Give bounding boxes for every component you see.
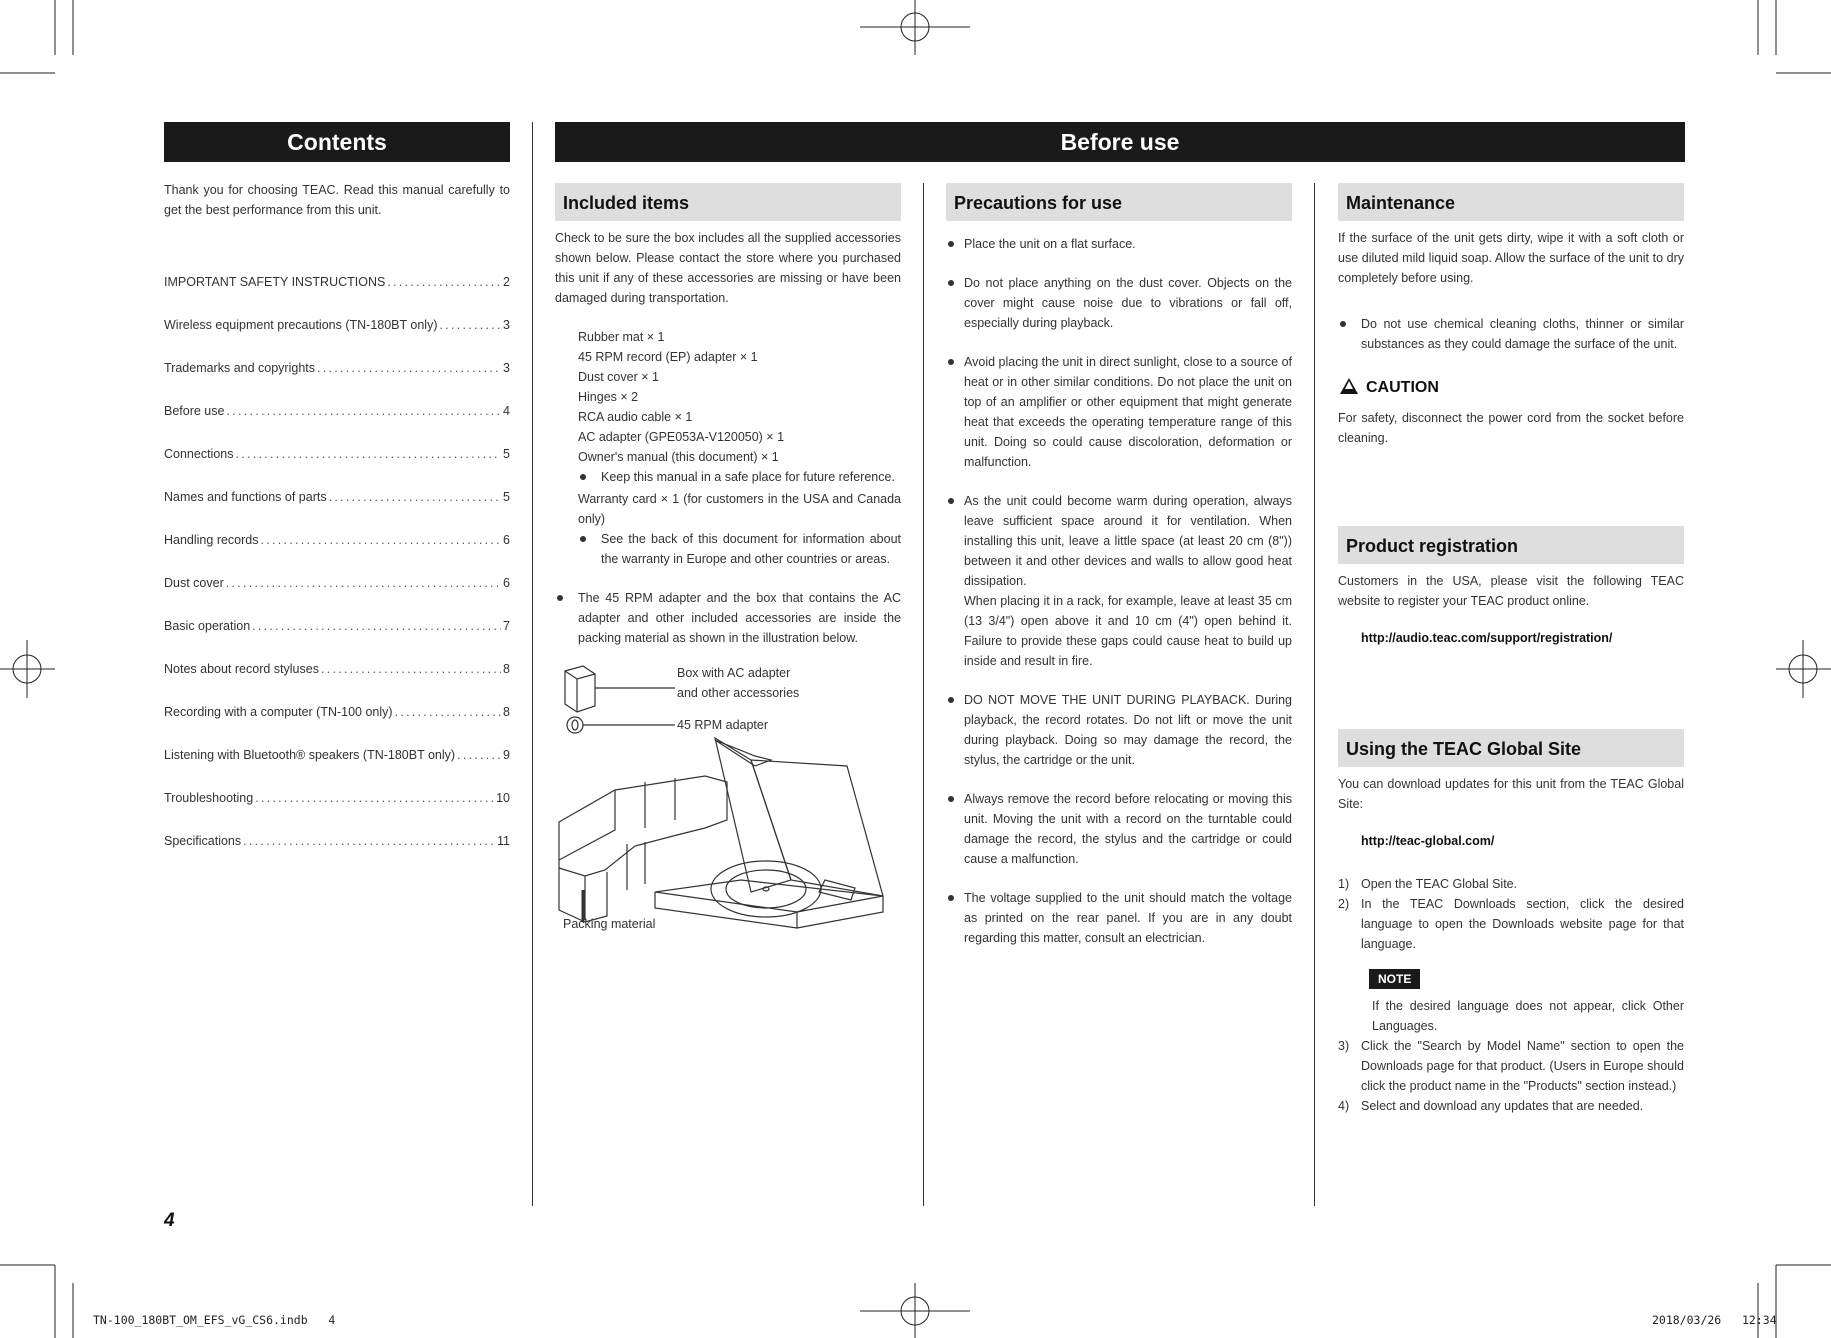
toc-item[interactable] — [164, 444, 510, 487]
toc-label: Troubleshooting — [164, 791, 254, 805]
toc-item[interactable] — [164, 788, 510, 831]
before-use-header: Before use — [555, 122, 1685, 162]
toc-label: Specifications — [164, 834, 242, 848]
toc-label: Names and functions of parts — [164, 490, 327, 504]
precaution-item: The voltage supplied to the unit should match the voltage as printed on the rear panel. If you are in any doubt regarding this matter, consult an electrician. — [946, 888, 1292, 948]
toc-item[interactable] — [164, 702, 510, 745]
toc-label: Listening with Bluetooth® speakers (TN-180BT only) — [164, 748, 456, 762]
toc-page: 3 — [503, 361, 510, 375]
toc-leader — [321, 659, 501, 702]
included-item: Hinges × 2 — [578, 390, 639, 404]
toc-label: Dust cover — [164, 576, 224, 590]
toc-page: 6 — [503, 533, 510, 547]
global-site-header: Using the TEAC Global Site — [1338, 729, 1684, 767]
toc-label: IMPORTANT SAFETY INSTRUCTIONS — [164, 275, 386, 289]
included-item: Dust cover × 1 — [578, 370, 659, 384]
step-text: Click the "Search by Model Name" section to open the Downloads page for that product. (Users in Europe should click the product name in the "Products" section instead.) — [1361, 1039, 1684, 1093]
toc-leader — [226, 573, 501, 616]
toc-label: Before use — [164, 404, 225, 418]
toc-leader — [252, 616, 501, 659]
included-item: RCA audio cable × 1 — [578, 410, 693, 424]
toc-label: Notes about record styluses — [164, 662, 319, 676]
maintenance-header: Maintenance — [1338, 183, 1684, 221]
step-item — [1338, 1096, 1684, 1116]
global-site-link[interactable]: http://teac-global.com/ — [1361, 834, 1495, 848]
toc-label: Wireless equipment precautions (TN-180BT only) — [164, 318, 438, 332]
toc-page: 5 — [503, 490, 510, 504]
included-item: Owner's manual (this document) × 1 — [578, 450, 779, 464]
toc-item[interactable] — [164, 573, 510, 616]
steps-list-2 — [1338, 1036, 1684, 1116]
registration-text: Customers in the USA, please visit the following TEAC website to register your TEAC product online. — [1338, 574, 1684, 608]
toc-page: 5 — [503, 447, 510, 461]
toc-label: Trademarks and copyrights — [164, 361, 315, 375]
toc-page: 10 — [496, 791, 510, 805]
precaution-item: DO NOT MOVE THE UNIT DURING PLAYBACK. During playback, the record rotates. Do not lift or move the unit during playback. Doing so may damage the record, the stylus, the cartridge or the unit. — [946, 690, 1292, 770]
step-number: 3) — [1338, 1039, 1350, 1053]
toc-item[interactable] — [164, 616, 510, 659]
toc-page: 2 — [503, 275, 510, 289]
included-items-section — [555, 228, 901, 648]
toc-label: Connections — [164, 447, 234, 461]
toc-page: 6 — [503, 576, 510, 590]
label-packing: Packing material — [563, 917, 656, 931]
note-text: If the desired language does not appear, click Other Languages. — [1372, 999, 1684, 1033]
included-list — [555, 327, 901, 467]
included-items-header: Included items — [555, 183, 901, 221]
label-box-2: and other accessories — [677, 686, 800, 700]
precaution-extra: When placing it in a rack, for example, leave at least 35 cm (13 3/4") open above it and 10 cm (4") open behind it. Failure to provide these gaps could cause heat to build up inside and result in fire. — [964, 594, 1292, 668]
step-text: Open the TEAC Global Site. — [1361, 877, 1518, 891]
manual-note: Keep this manual in a safe place for future reference. — [578, 467, 901, 487]
precaution-item: Do not place anything on the dust cover. Objects on the cover might cause noise due to vibrations or fall off, especially during playback. — [946, 273, 1292, 333]
toc-page: 8 — [503, 705, 510, 719]
toc-leader — [329, 487, 501, 530]
toc-leader — [440, 315, 502, 358]
included-item: Rubber mat × 1 — [578, 330, 665, 344]
toc-page: 3 — [503, 318, 510, 332]
toc-item[interactable] — [164, 487, 510, 530]
timestamp: 2018/03/26 12:34 — [1652, 1313, 1777, 1327]
precautions-header: Precautions for use — [946, 183, 1292, 221]
precaution-item: Always remove the record before relocating or moving this unit. Moving the unit with a record on the turntable could damage the record, the stylus and the cartridge or could cause a malfunction. — [946, 789, 1292, 869]
toc-item[interactable] — [164, 659, 510, 702]
caution-heading: CAUTION — [1340, 378, 1439, 397]
contents-intro: Thank you for choosing TEAC. Read this manual carefully to get the best performance from this unit. — [164, 183, 510, 217]
step-item — [1338, 894, 1684, 954]
toc-item[interactable] — [164, 745, 510, 788]
column-divider — [1314, 183, 1315, 1206]
label-adapter: 45 RPM adapter — [677, 718, 769, 732]
packing-note: The 45 RPM adapter and the box that contains the AC adapter and other included accessories are inside the packing material as shown in the illustration below. — [555, 588, 901, 648]
included-item: AC adapter (GPE053A-V120050) × 1 — [578, 430, 785, 444]
toc-leader — [387, 272, 501, 315]
step-number: 2) — [1338, 897, 1350, 911]
table-of-contents — [164, 272, 510, 874]
precaution-item: Avoid placing the unit in direct sunlight, close to a source of heat or in other similar conditions. Do not place the unit on top of an amplifier or other equipment that might generate heat that exceeds the operating temperature range of this unit. Doing so could cause discoloration, deformation or malfunction. — [946, 352, 1292, 472]
step-text: Select and download any updates that are needed. — [1361, 1099, 1644, 1113]
toc-leader — [395, 702, 501, 745]
note-badge: NOTE — [1369, 969, 1420, 989]
toc-leader — [317, 358, 501, 401]
toc-label: Recording with a computer (TN-100 only) — [164, 705, 393, 719]
step-item — [1338, 874, 1684, 894]
file-info: TN-100_180BT_OM_EFS_vG_CS6.indb 4 — [93, 1313, 336, 1327]
column-divider — [532, 122, 533, 1206]
registration-header: Product registration — [1338, 526, 1684, 564]
toc-leader — [243, 831, 495, 874]
maintenance-text: If the surface of the unit gets dirty, wipe it with a soft cloth or use diluted mild liquid soap. Allow the surface of the unit to dry completely before using. — [1338, 231, 1684, 285]
precautions-list — [946, 234, 1292, 967]
step-number: 4) — [1338, 1099, 1350, 1113]
precaution-item: Place the unit on a flat surface. — [946, 234, 1292, 254]
step-number: 1) — [1338, 877, 1350, 891]
toc-leader — [226, 401, 501, 444]
toc-item[interactable] — [164, 358, 510, 401]
step-item — [1338, 1036, 1684, 1096]
toc-label: Handling records — [164, 533, 259, 547]
warranty-note: See the back of this document for information about the warranty in Europe and other countries or areas. — [578, 529, 901, 569]
precaution-item: As the unit could become warm during operation, always leave sufficient space around it for ventilation. When installing this unit, leave a little space (at least 20 cm (8")) between it and other devices and walls to allow good heat dissipation. When placing it in a rack, for example, leave at least 35 cm (13 3/4") open above it and 10 cm (4") open behind it. Failure to provide these gaps could cause heat to build up inside and result in fire. — [946, 491, 1292, 671]
toc-item[interactable] — [164, 272, 510, 315]
toc-leader — [236, 444, 502, 487]
toc-page: 8 — [503, 662, 510, 676]
step-text: In the TEAC Downloads section, click the desired language to open the Downloads website page for that language. — [1361, 897, 1684, 951]
toc-leader — [457, 745, 501, 788]
contents-header: Contents — [164, 122, 510, 162]
toc-leader — [261, 530, 502, 573]
maintenance-bullet: Do not use chemical cleaning cloths, thinner or similar substances as they could damage the surface of the unit. — [1338, 314, 1684, 354]
toc-item[interactable] — [164, 315, 510, 358]
steps-list — [1338, 874, 1684, 954]
column-divider — [923, 183, 924, 1206]
global-site-text: You can download updates for this unit from the TEAC Global Site: — [1338, 777, 1684, 811]
toc-page: 9 — [503, 748, 510, 762]
toc-page: 7 — [503, 619, 510, 633]
toc-item[interactable] — [164, 530, 510, 573]
toc-label: Basic operation — [164, 619, 251, 633]
included-intro: Check to be sure the box includes all the supplied accessories shown below. Please contact the store where you purchased this unit if any of these accessories are missing or have been damaged during transportation. — [555, 231, 901, 305]
toc-page: 4 — [503, 404, 510, 418]
page-number: 4 — [164, 1210, 175, 1231]
toc-leader — [255, 788, 494, 831]
toc-page: 11 — [497, 834, 510, 848]
included-item: 45 RPM record (EP) adapter × 1 — [578, 350, 758, 364]
caution-text: For safety, disconnect the power cord from the socket before cleaning. — [1338, 411, 1684, 445]
registration-link[interactable]: http://audio.teac.com/support/registration/ — [1361, 631, 1613, 645]
warning-icon — [1340, 378, 1358, 394]
toc-item[interactable] — [164, 831, 510, 874]
label-box: Box with AC adapter — [677, 666, 791, 680]
warranty-item: Warranty card × 1 (for customers in the USA and Canada only) — [578, 492, 901, 526]
toc-item[interactable] — [164, 401, 510, 444]
